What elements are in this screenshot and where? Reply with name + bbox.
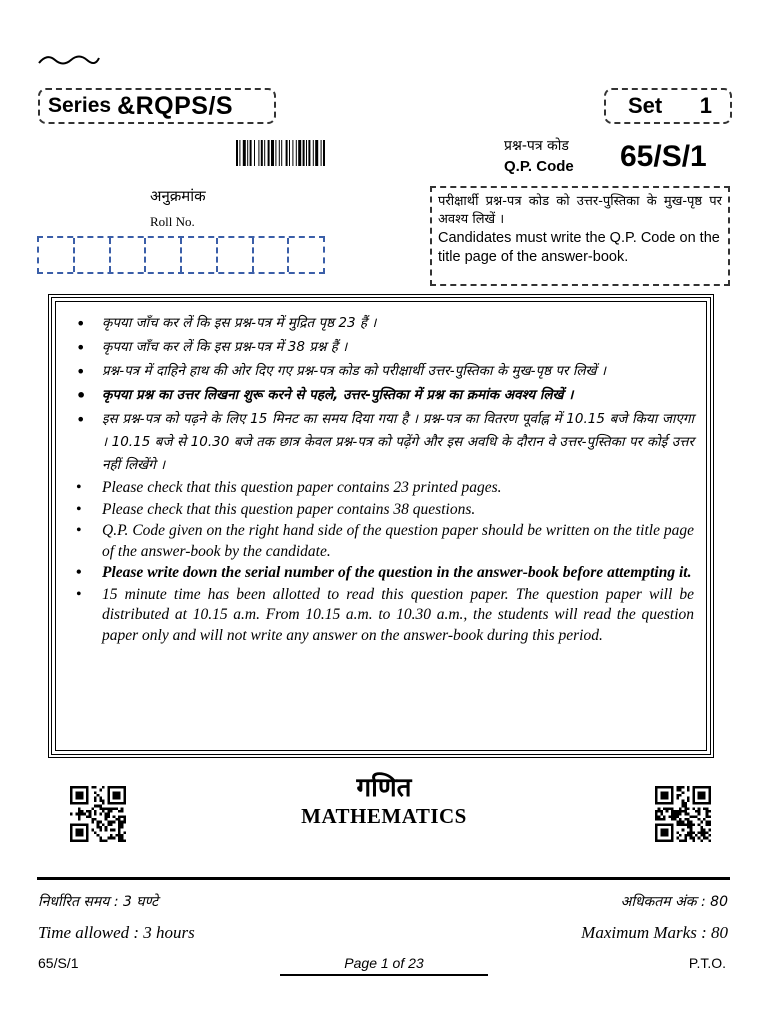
instruction-item: • कृपया प्रश्न का उत्तर लिखना शुरू करने से पहले, उत्तर-पुस्तिका में प्रश्न का क्रमांक अवश्य लिखें । [72, 384, 694, 407]
instruction-item: • इस प्रश्न-पत्र को पढ़ने के लिए 15 मिनट का समय दिया गया है । प्रश्न-पत्र का वितरण पूर्वाह्न में 10.15 बजे किया जाएगा । 10.15 बजे से 10.30 बजे तक छात्र केवल प्रश्न-पत्र को पढ़ेंगे और इस अवधि के दौरान वे उत्तर-पुस्तिका पर कोई उत्तर नहीं लिखेंगे । [72, 408, 694, 477]
instruction-item: • प्रश्न-पत्र में दाहिने हाथ की ओर दिए गए प्रश्न-पत्र कोड को परीक्षार्थी उत्तर-पुस्तिका के मुख-पृष्ठ पर लिखें । [72, 360, 694, 383]
max-marks-en: Maximum Marks : 80 [581, 923, 728, 942]
candidate-notice [430, 186, 730, 286]
set-label: Set [628, 93, 663, 118]
wave-mark [38, 52, 100, 68]
barcode [236, 140, 364, 166]
time-allowed-en: Time allowed : 3 hours [38, 923, 195, 942]
instruction-item: • Please check that this question paper contains 23 printed pages. [72, 478, 694, 499]
roll-number-cell[interactable] [111, 238, 147, 272]
roll-label-hi: अनुक्रमांक [150, 187, 206, 205]
qp-code-label-en: Q.P. Code [504, 158, 574, 175]
instruction-item: • Please check that this question paper contains 38 questions. [72, 500, 694, 521]
roll-label-en: Roll No. [150, 214, 195, 229]
max-marks-hi: अधिकतम अंक : 80 [620, 894, 728, 910]
subject-title-hi: गणित [356, 773, 412, 803]
roll-number-cell[interactable] [39, 238, 75, 272]
roll-number-cell[interactable] [146, 238, 182, 272]
page-number: Page 1 of 23 [344, 955, 424, 971]
instructions-list [72, 312, 694, 646]
set-box [604, 88, 732, 124]
qp-code-value: 65/S/1 [620, 140, 707, 173]
footer-code: 65/S/1 [38, 955, 79, 971]
roll-number-boxes[interactable] [37, 236, 325, 274]
roll-number-cell[interactable] [254, 238, 290, 272]
roll-number-cell[interactable] [289, 238, 323, 272]
roll-number-cell[interactable] [75, 238, 111, 272]
instruction-item: • Q.P. Code given on the right hand side of the question paper should be written on the title page of the answer-book by the candidate. [72, 521, 694, 562]
series-label: Series [48, 94, 112, 117]
notice-hi: परीक्षार्थी प्रश्न-पत्र कोड को उत्तर-पुस्तिका के मुख-पृष्ठ पर अवश्य लिखें । [438, 194, 722, 227]
instruction-item: • 15 minute time has been allotted to read this question paper. The question paper will be distributed at 10.15 a.m. From 10.15 a.m. to 10.30 a.m., the students will read the question paper only and will not write any answer on the answer-book during this period. [72, 585, 694, 647]
instruction-item: • Please write down the serial number of the question in the answer-book before attempting it. [72, 563, 694, 584]
instructions-box [48, 294, 714, 758]
qp-code-label-hi: प्रश्न-पत्र कोड [504, 138, 569, 154]
time-allowed-hi: निर्धारित समय : 3 घण्टे [38, 894, 159, 910]
page-number-underline [280, 974, 488, 976]
instruction-item: • कृपया जाँच कर लें कि इस प्रश्न-पत्र में मुद्रित पृष्ठ 23 हैं । [72, 312, 694, 335]
subject-title-en: MATHEMATICS [301, 804, 467, 828]
set-value: 1 [699, 93, 712, 118]
roll-number-cell[interactable] [218, 238, 254, 272]
pto-label: P.T.O. [688, 955, 726, 971]
instruction-item: • कृपया जाँच कर लें कि इस प्रश्न-पत्र में 38 प्रश्न हैं । [72, 336, 694, 359]
series-box [38, 88, 276, 124]
notice-en: Candidates must write the Q.P. Code on the title page of the answer-book. [438, 230, 720, 265]
divider [37, 877, 730, 880]
roll-number-cell[interactable] [182, 238, 218, 272]
series-code: &RQPS/S [117, 91, 234, 120]
